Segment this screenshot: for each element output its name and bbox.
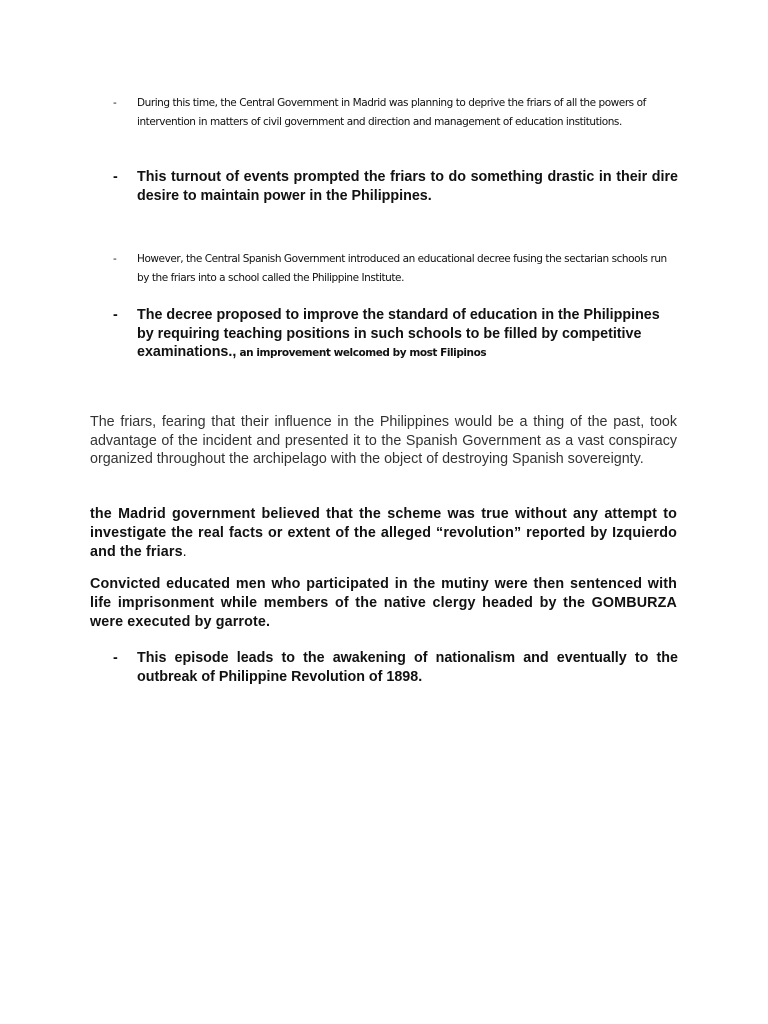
- bullet-text: The decree proposed to improve the standard of education in the Philippines by requiring teaching positions in such schools to be filled by competitive examinations.,: [137, 307, 660, 360]
- bullet-text: During this time, the Central Government in Madrid was planning to deprive the friars of all the powers of intervention in matters of civil government and direction and management of education institutions.: [137, 97, 646, 128]
- paragraph-convicted: Convicted educated men who participated in the mutiny were then sentenced with life imprisonment while members of the native clergy headed by the GOMBURZA were executed by garrote.: [90, 576, 677, 631]
- bullet-dash: -: [113, 307, 118, 323]
- bullet-item-awakening-nationalism: [113, 649, 678, 686]
- paragraph-madrid-believed: [90, 505, 677, 563]
- bullet-item-educational-decree: [113, 250, 678, 287]
- paragraph-text: the Madrid government believed that the scheme was true without any attempt to investigate the real facts or extent of the alleged “revolution” reported by Izquierdo and the friars: [90, 506, 677, 561]
- bullet-text-wrapper: [137, 306, 678, 363]
- paragraph-period: .: [182, 544, 187, 561]
- bullet-dash: -: [113, 97, 117, 109]
- bullet-dash: -: [113, 253, 117, 265]
- bullet-text: This episode leads to the awakening of nationalism and eventually to the outbreak of Philippine Revolution of 1898.: [137, 650, 678, 685]
- bullet-item-turnout-of-events: [113, 168, 678, 205]
- bullet-dash: -: [113, 650, 118, 666]
- bullet-item-madrid-planning: [113, 94, 678, 131]
- bullet-item-decree-proposed: [113, 306, 678, 363]
- paragraph-friars-fearing: The friars, fearing that their influence in the Philippines would be a thing of the past, took advantage of the incident and presented it to the Spanish Government as a vast conspiracy organized throughout the archipelago with the object of destroying Spanish sovereignty.: [90, 414, 677, 468]
- bullet-dash: -: [113, 169, 118, 185]
- bullet-text: However, the Central Spanish Government introduced an educational decree fusing the sectarian schools run by the friars into a school called the Philippine Institute.: [137, 253, 667, 284]
- bullet-text-tail: an improvement welcomed by most Filipinos: [236, 347, 487, 359]
- bullet-text: This turnout of events prompted the friars to do something drastic in their dire desire to maintain power in the Philippines.: [137, 169, 678, 204]
